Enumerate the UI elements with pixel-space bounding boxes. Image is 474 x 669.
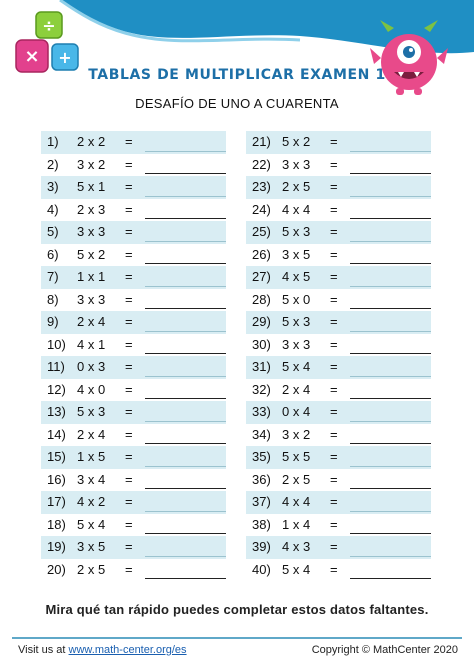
equals-sign: = (330, 516, 338, 532)
equals-sign: = (330, 134, 338, 149)
answer-blank[interactable] (350, 196, 431, 197)
problem-number: 5) (47, 224, 59, 239)
svg-text:÷: ÷ (42, 16, 56, 35)
problem-number: 3) (47, 179, 59, 194)
problem-number: 15) (47, 449, 66, 464)
problem-number: 18) (47, 516, 66, 532)
answer-blank[interactable] (145, 151, 226, 152)
problem-expression: 1 x 4 (282, 516, 311, 532)
problem-number: 24) (252, 201, 271, 217)
problem-expression: 4 x 4 (282, 201, 311, 217)
problem-expression: 4 x 5 (282, 269, 311, 284)
problem-row (246, 379, 431, 402)
problem-row (41, 356, 226, 379)
answer-blank[interactable] (350, 376, 431, 377)
answer-blank[interactable] (145, 308, 226, 309)
answer-blank[interactable] (145, 218, 226, 219)
problem-row (246, 514, 431, 537)
problem-expression: 3 x 5 (282, 246, 311, 262)
equals-sign: = (125, 201, 133, 217)
equals-sign: = (330, 426, 338, 442)
problem-number: 25) (252, 224, 271, 239)
equals-sign: = (125, 449, 133, 464)
problem-row (246, 446, 431, 469)
problem-number: 4) (47, 201, 59, 217)
equals-sign: = (125, 381, 133, 397)
problem-number: 22) (252, 156, 271, 172)
answer-blank[interactable] (350, 151, 431, 152)
problem-row (246, 131, 431, 154)
problem-expression: 2 x 2 (77, 134, 106, 149)
problem-expression: 2 x 4 (77, 426, 106, 442)
problem-number: 27) (252, 269, 271, 284)
problem-number: 23) (252, 179, 271, 194)
footer-website-link[interactable]: www.math-center.org/es (68, 644, 187, 656)
problem-expression: 2 x 4 (77, 314, 106, 329)
problem-number: 16) (47, 471, 66, 487)
problem-row (246, 401, 431, 424)
problem-row (41, 199, 226, 222)
equals-sign: = (330, 291, 338, 307)
problem-row (41, 424, 226, 447)
problems-column-left (41, 131, 226, 581)
equals-sign: = (125, 539, 133, 554)
problem-number: 19) (47, 539, 66, 554)
equals-sign: = (330, 314, 338, 329)
problem-row (41, 131, 226, 154)
answer-blank[interactable] (350, 466, 431, 467)
footer-visit (18, 644, 187, 656)
problem-number: 6) (47, 246, 59, 262)
equals-sign: = (330, 179, 338, 194)
problem-expression: 5 x 0 (282, 291, 311, 307)
problem-expression: 5 x 5 (282, 449, 311, 464)
problem-expression: 2 x 5 (282, 471, 311, 487)
problem-number: 36) (252, 471, 271, 487)
equals-sign: = (125, 246, 133, 262)
equals-sign: = (125, 336, 133, 352)
problem-expression: 4 x 0 (77, 381, 106, 397)
answer-blank[interactable] (145, 533, 226, 534)
equals-sign: = (330, 539, 338, 554)
equals-sign: = (330, 449, 338, 464)
answer-blank[interactable] (145, 263, 226, 264)
answer-blank[interactable] (145, 286, 226, 287)
problem-number: 26) (252, 246, 271, 262)
problem-number: 39) (252, 539, 271, 554)
problem-row (41, 221, 226, 244)
equals-sign: = (330, 381, 338, 397)
problem-row (246, 199, 431, 222)
problem-expression: 3 x 3 (77, 224, 106, 239)
answer-blank[interactable] (145, 556, 226, 557)
problem-number: 30) (252, 336, 271, 352)
problem-expression: 1 x 1 (77, 269, 106, 284)
problem-row (41, 289, 226, 312)
problem-row (246, 334, 431, 357)
equals-sign: = (125, 471, 133, 487)
problem-expression: 1 x 5 (77, 449, 106, 464)
problem-row (246, 244, 431, 267)
problem-row (246, 469, 431, 492)
problem-expression: 3 x 4 (77, 471, 106, 487)
equals-sign: = (125, 404, 133, 419)
answer-blank[interactable] (350, 263, 431, 264)
footer-divider (12, 637, 462, 639)
problem-number: 10) (47, 336, 66, 352)
equals-sign: = (330, 246, 338, 262)
footer-visit-prefix: Visit us at (18, 644, 69, 656)
equals-sign: = (125, 134, 133, 149)
problem-number: 34) (252, 426, 271, 442)
answer-blank[interactable] (145, 421, 226, 422)
problem-row (41, 334, 226, 357)
equals-sign: = (125, 561, 133, 577)
equals-sign: = (125, 224, 133, 239)
answer-blank[interactable] (145, 376, 226, 377)
problem-row (246, 289, 431, 312)
svg-text:×: × (24, 46, 40, 67)
answer-blank[interactable] (350, 511, 431, 512)
problem-expression: 2 x 3 (77, 201, 106, 217)
problem-number: 13) (47, 404, 66, 419)
problem-row (41, 536, 226, 559)
equals-sign: = (330, 224, 338, 239)
problem-number: 28) (252, 291, 271, 307)
problems-column-right (246, 131, 431, 581)
problem-row (41, 401, 226, 424)
answer-blank[interactable] (350, 421, 431, 422)
answer-blank[interactable] (350, 578, 431, 579)
problem-expression: 3 x 5 (77, 539, 106, 554)
problem-expression: 3 x 2 (282, 426, 311, 442)
problem-row (246, 536, 431, 559)
answer-blank[interactable] (350, 241, 431, 242)
problem-expression: 2 x 5 (77, 561, 106, 577)
worksheet-subtitle: DESAFÍO DE UNO A CUARENTA (135, 96, 339, 111)
problem-number: 14) (47, 426, 66, 442)
problem-expression: 0 x 3 (77, 359, 106, 374)
equals-sign: = (330, 156, 338, 172)
answer-blank[interactable] (145, 173, 226, 174)
answer-blank[interactable] (145, 466, 226, 467)
problem-expression: 5 x 2 (77, 246, 106, 262)
problem-row (246, 266, 431, 289)
equals-sign: = (125, 179, 133, 194)
answer-blank[interactable] (145, 511, 226, 512)
problem-expression: 2 x 4 (282, 381, 311, 397)
problem-row (246, 356, 431, 379)
equals-sign: = (125, 291, 133, 307)
problem-row (246, 154, 431, 177)
equals-sign: = (125, 359, 133, 374)
problem-expression: 4 x 4 (282, 494, 311, 509)
problem-expression: 5 x 3 (77, 404, 106, 419)
problem-number: 40) (252, 561, 271, 577)
problem-number: 32) (252, 381, 271, 397)
problem-number: 11) (47, 359, 65, 374)
answer-blank[interactable] (350, 398, 431, 399)
problem-number: 2) (47, 156, 59, 172)
problem-expression: 3 x 3 (282, 336, 311, 352)
problem-row (246, 311, 431, 334)
problem-expression: 3 x 3 (282, 156, 311, 172)
equals-sign: = (125, 156, 133, 172)
equals-sign: = (330, 494, 338, 509)
equals-sign: = (125, 426, 133, 442)
problem-expression: 5 x 4 (282, 359, 311, 374)
answer-blank[interactable] (350, 443, 431, 444)
problem-row (41, 266, 226, 289)
instructions-text: Mira qué tan rápido puedes completar estos datos faltantes. (45, 602, 429, 617)
problem-row (41, 446, 226, 469)
problem-expression: 5 x 2 (282, 134, 311, 149)
answer-blank[interactable] (350, 533, 431, 534)
equals-sign: = (330, 561, 338, 577)
problem-number: 20) (47, 561, 66, 577)
equals-sign: = (125, 516, 133, 532)
answer-blank[interactable] (145, 443, 226, 444)
equals-sign: = (330, 201, 338, 217)
problem-expression: 5 x 3 (282, 224, 311, 239)
problem-row (41, 491, 226, 514)
problem-expression: 0 x 4 (282, 404, 311, 419)
problem-expression: 5 x 4 (282, 561, 311, 577)
answer-blank[interactable] (145, 196, 226, 197)
problem-row (246, 221, 431, 244)
equals-sign: = (330, 359, 338, 374)
equals-sign: = (125, 494, 133, 509)
problem-expression: 5 x 1 (77, 179, 106, 194)
answer-blank[interactable] (350, 286, 431, 287)
problem-number: 29) (252, 314, 271, 329)
svg-text:+: + (58, 48, 72, 67)
problem-row (246, 424, 431, 447)
answer-blank[interactable] (350, 218, 431, 219)
problem-number: 1) (47, 134, 59, 149)
equals-sign: = (330, 404, 338, 419)
problem-expression: 5 x 3 (282, 314, 311, 329)
answer-blank[interactable] (350, 353, 431, 354)
answer-blank[interactable] (145, 398, 226, 399)
problem-number: 37) (252, 494, 271, 509)
equals-sign: = (330, 336, 338, 352)
monster-mascot-icon (366, 18, 452, 96)
answer-blank[interactable] (350, 488, 431, 489)
answer-blank[interactable] (145, 353, 226, 354)
problem-number: 33) (252, 404, 271, 419)
problem-expression: 4 x 1 (77, 336, 106, 352)
answer-blank[interactable] (145, 578, 226, 579)
equals-sign: = (125, 269, 133, 284)
equals-sign: = (125, 314, 133, 329)
answer-blank[interactable] (350, 308, 431, 309)
equals-sign: = (330, 471, 338, 487)
problem-row (246, 491, 431, 514)
answer-blank[interactable] (350, 331, 431, 332)
problem-row (246, 176, 431, 199)
problem-expression: 3 x 2 (77, 156, 106, 172)
problem-number: 7) (47, 269, 59, 284)
problem-expression: 5 x 4 (77, 516, 106, 532)
answer-blank[interactable] (145, 241, 226, 242)
problem-row (41, 514, 226, 537)
problem-row (41, 154, 226, 177)
problem-row (41, 379, 226, 402)
answer-blank[interactable] (145, 488, 226, 489)
problem-expression: 4 x 3 (282, 539, 311, 554)
footer-copyright: Copyright © MathCenter 2020 (311, 644, 458, 656)
problem-number: 21) (252, 134, 271, 149)
problem-row (41, 559, 226, 582)
equals-sign: = (330, 269, 338, 284)
problem-row (41, 244, 226, 267)
problem-number: 17) (47, 494, 66, 509)
problem-number: 31) (252, 359, 271, 374)
answer-blank[interactable] (350, 556, 431, 557)
problem-expression: 4 x 2 (77, 494, 106, 509)
problem-row (41, 176, 226, 199)
problem-expression: 3 x 3 (77, 291, 106, 307)
problem-expression: 2 x 5 (282, 179, 311, 194)
problem-number: 12) (47, 381, 66, 397)
answer-blank[interactable] (145, 331, 226, 332)
answer-blank[interactable] (350, 173, 431, 174)
problem-number: 9) (47, 314, 59, 329)
problem-row (41, 469, 226, 492)
problem-number: 8) (47, 291, 59, 307)
worksheet-title: TABLAS DE MULTIPLICAR EXAMEN 1 (88, 67, 386, 83)
problem-row (41, 311, 226, 334)
problem-number: 38) (252, 516, 271, 532)
problem-number: 35) (252, 449, 271, 464)
problem-row (246, 559, 431, 582)
